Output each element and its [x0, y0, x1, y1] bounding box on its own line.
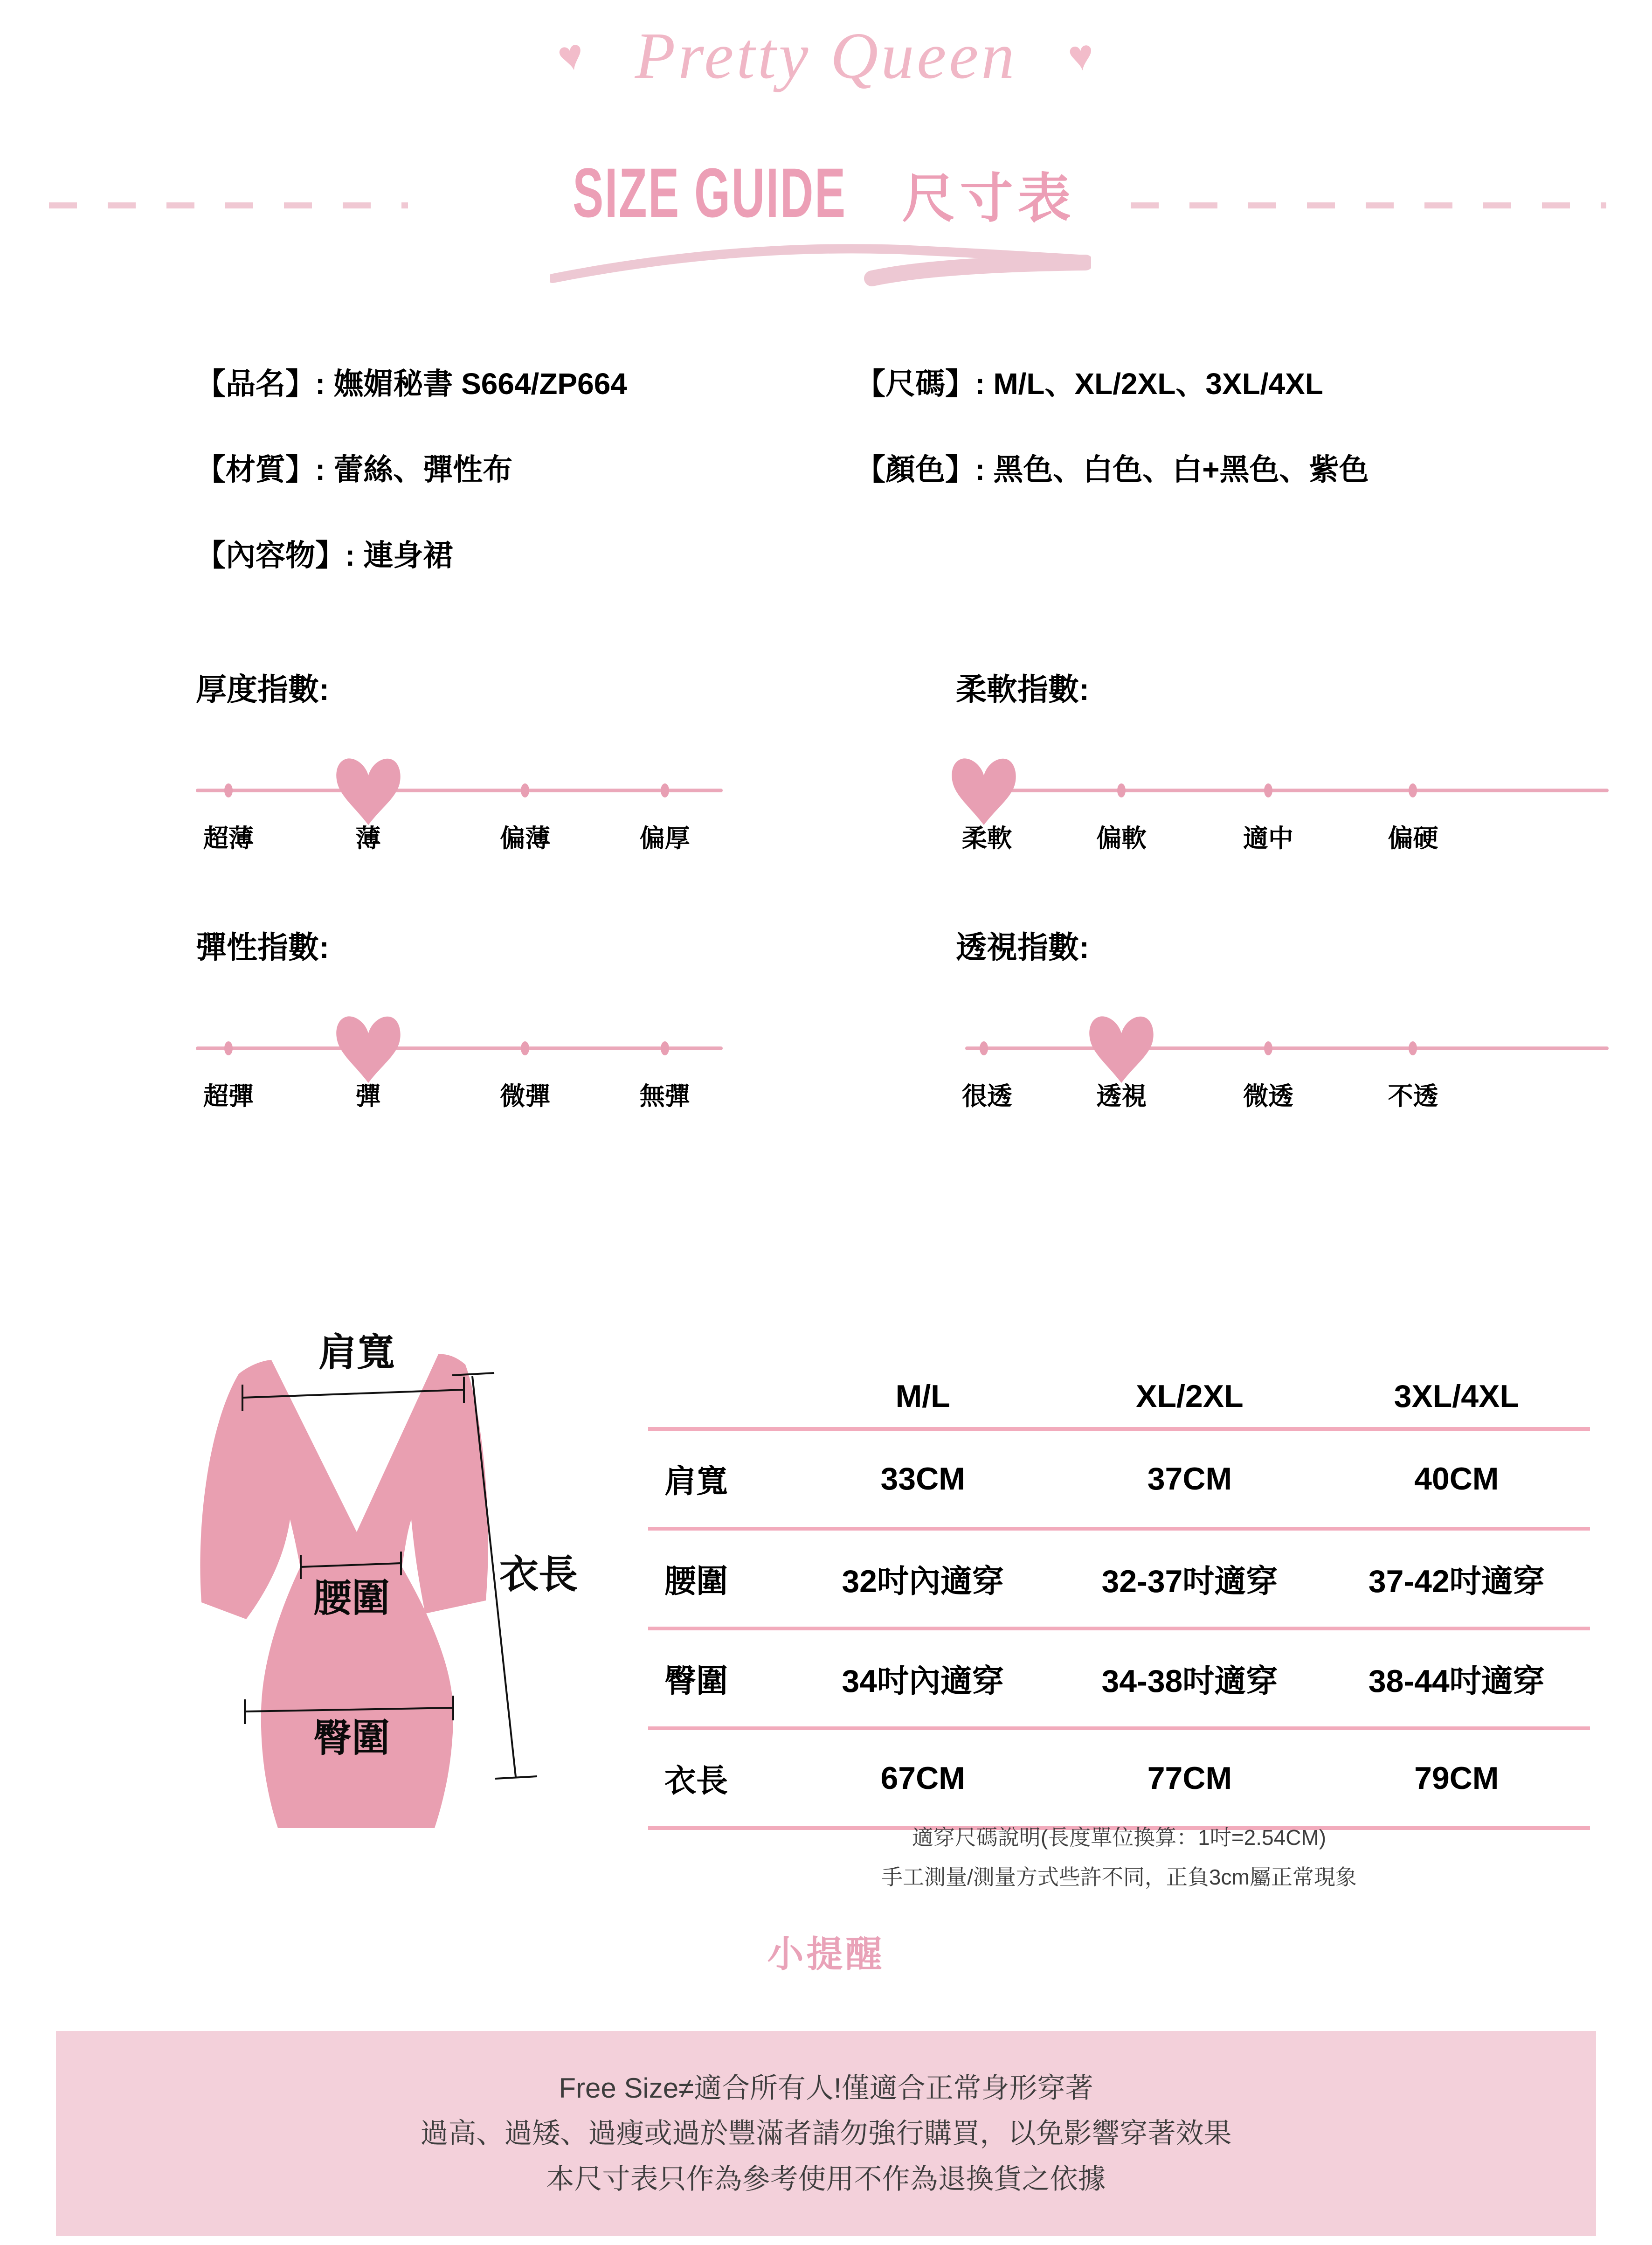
size-table: [648, 1365, 1590, 1830]
scale-label: 很透: [961, 1082, 1012, 1110]
scale-dot: [1264, 783, 1272, 797]
size-notes: [648, 1818, 1590, 1897]
scale-label: 彈: [355, 1082, 381, 1110]
table-row-waist: [648, 1531, 1590, 1630]
scale-label: 適中: [1243, 825, 1293, 852]
scale-dot: [1409, 1041, 1417, 1055]
reminder-line: 本尺寸表只作為參考使用不作為退換貨之依據: [546, 2163, 1106, 2195]
colors-value: 黑色、白色、白+黑色、紫色: [993, 453, 1369, 486]
row-label: 腰圍: [664, 1563, 728, 1599]
brand-name: Pretty Queen: [635, 19, 1017, 92]
table-row-length: [648, 1730, 1590, 1830]
scale-label: 微彈: [500, 1082, 551, 1110]
table-cell: 77CM: [1147, 1760, 1232, 1796]
heart-icon: [335, 755, 401, 829]
row-label: 肩寬: [664, 1463, 728, 1499]
material-label: 【材質】:: [196, 453, 325, 486]
sizes-value: M/L、XL/2XL、3XL/4XL: [993, 367, 1323, 401]
heart-icon: [1088, 1013, 1154, 1087]
product-info-right: [856, 367, 1369, 539]
scale-label: 偏軟: [1096, 825, 1147, 852]
measure-tick: [495, 1776, 537, 1779]
table-cell: 34-38吋適穿: [1101, 1663, 1278, 1699]
table-row-hip: [648, 1630, 1590, 1730]
scale-label: 偏厚: [639, 825, 690, 852]
scale-label: 透視: [1096, 1082, 1147, 1110]
colors-label: 【顏色】:: [856, 453, 985, 486]
product-name-label: 【品名】:: [196, 367, 325, 401]
product-info-left: [196, 367, 627, 625]
heart-icon: ♥: [1066, 30, 1097, 81]
table-cell: 32-37吋適穿: [1101, 1563, 1278, 1599]
scale-dot: [1409, 783, 1417, 797]
note-line: 手工測量/測量方式些許不同，正負3cm屬正常現象: [881, 1865, 1357, 1890]
reminder-box: [56, 2031, 1596, 2236]
scale-label: 不透: [1388, 1082, 1438, 1110]
material-row: [196, 453, 627, 539]
sizes-row: [856, 367, 1369, 453]
scale-label: 無彈: [639, 1082, 690, 1110]
softness-scale-title: 柔軟指數:: [956, 672, 1089, 707]
softness-scale-track: [965, 789, 1609, 792]
diagram-length-label: 衣長: [499, 1552, 578, 1596]
dress-measurement-diagram: [196, 1315, 662, 1828]
scale-dot: [661, 783, 669, 797]
table-cell: 67CM: [880, 1760, 965, 1796]
contents-row: [196, 539, 627, 625]
elasticity-scale-track: [196, 1046, 723, 1050]
diagram-shoulder-label: 肩寬: [318, 1331, 395, 1374]
scale-dot: [1264, 1041, 1272, 1055]
scale-dot: [224, 783, 233, 797]
transparency-scale-title: 透視指數:: [956, 930, 1089, 964]
material-value: 蕾絲、彈性布: [333, 453, 513, 486]
table-cell: 33CM: [880, 1461, 965, 1497]
table-row-shoulder: [648, 1431, 1590, 1531]
diagram-hip-label: 臀圍: [313, 1717, 390, 1760]
table-cell: 34吋內適穿: [842, 1663, 1004, 1699]
reminder-line: Free Size≠適合所有人!僅適合正常身形穿著: [559, 2072, 1093, 2104]
column-header: M/L: [895, 1379, 950, 1414]
page-title-zh: 尺寸表: [902, 169, 1076, 229]
table-cell: 40CM: [1414, 1461, 1499, 1497]
reminder-line: 過高、過矮、過瘦或過於豐滿者請勿強行購買，以免影響穿著效果: [420, 2118, 1232, 2149]
page-title-en: SIZE GUIDE: [572, 153, 847, 232]
scale-dot: [661, 1041, 669, 1055]
scale-label: 超彈: [203, 1082, 254, 1110]
scale-label: 偏薄: [500, 825, 551, 852]
scale-dot: [224, 1041, 233, 1055]
scale-dot: [521, 783, 529, 797]
scale-label: 超薄: [203, 825, 254, 852]
scale-dot: [521, 1041, 529, 1055]
heart-icon: ♥: [553, 29, 588, 82]
product-name-value: 嫵媚秘書 S664/ZP664: [333, 367, 627, 401]
table-cell: 79CM: [1414, 1760, 1499, 1796]
scale-label: 微透: [1243, 1082, 1293, 1110]
brush-underline: [550, 236, 1091, 289]
table-cell: 32吋內適穿: [842, 1563, 1004, 1599]
column-header: 3XL/4XL: [1394, 1379, 1519, 1414]
scale-label: 偏硬: [1388, 825, 1438, 852]
table-cell: 37-42吋適穿: [1368, 1563, 1545, 1599]
scale-label: 薄: [355, 825, 381, 852]
brand-header: [0, 19, 1652, 92]
product-name-row: [196, 367, 627, 453]
contents-label: 【內容物】:: [196, 539, 355, 572]
title-dashed-line-right: [1131, 202, 1606, 208]
size-table-header: [648, 1365, 1590, 1431]
thickness-scale-title: 厚度指數:: [196, 672, 329, 707]
table-cell: 37CM: [1147, 1461, 1232, 1497]
scale-dot: [1117, 783, 1126, 797]
colors-row: [856, 453, 1369, 539]
title-dashed-line-left: [49, 202, 408, 208]
contents-value: 連身裙: [363, 539, 453, 572]
heart-icon: [951, 755, 1017, 829]
note-line: 適穿尺碼說明(長度單位換算：1吋=2.54CM): [912, 1825, 1327, 1850]
reminder-title: 小提醒: [767, 1933, 885, 1975]
transparency-scale-track: [965, 1046, 1609, 1050]
page-title: [572, 153, 1076, 232]
heart-icon: [335, 1013, 401, 1087]
table-cell: 38-44吋適穿: [1368, 1663, 1545, 1699]
scale-label: 柔軟: [961, 825, 1012, 852]
row-label: 臀圍: [664, 1663, 728, 1699]
diagram-waist-label: 腰圍: [313, 1577, 390, 1620]
row-label: 衣長: [664, 1763, 728, 1799]
sizes-label: 【尺碼】:: [856, 367, 985, 401]
scale-dot: [980, 1041, 988, 1055]
thickness-scale-track: [196, 789, 723, 792]
elasticity-scale-title: 彈性指數:: [196, 930, 329, 964]
column-header: XL/2XL: [1136, 1379, 1244, 1414]
